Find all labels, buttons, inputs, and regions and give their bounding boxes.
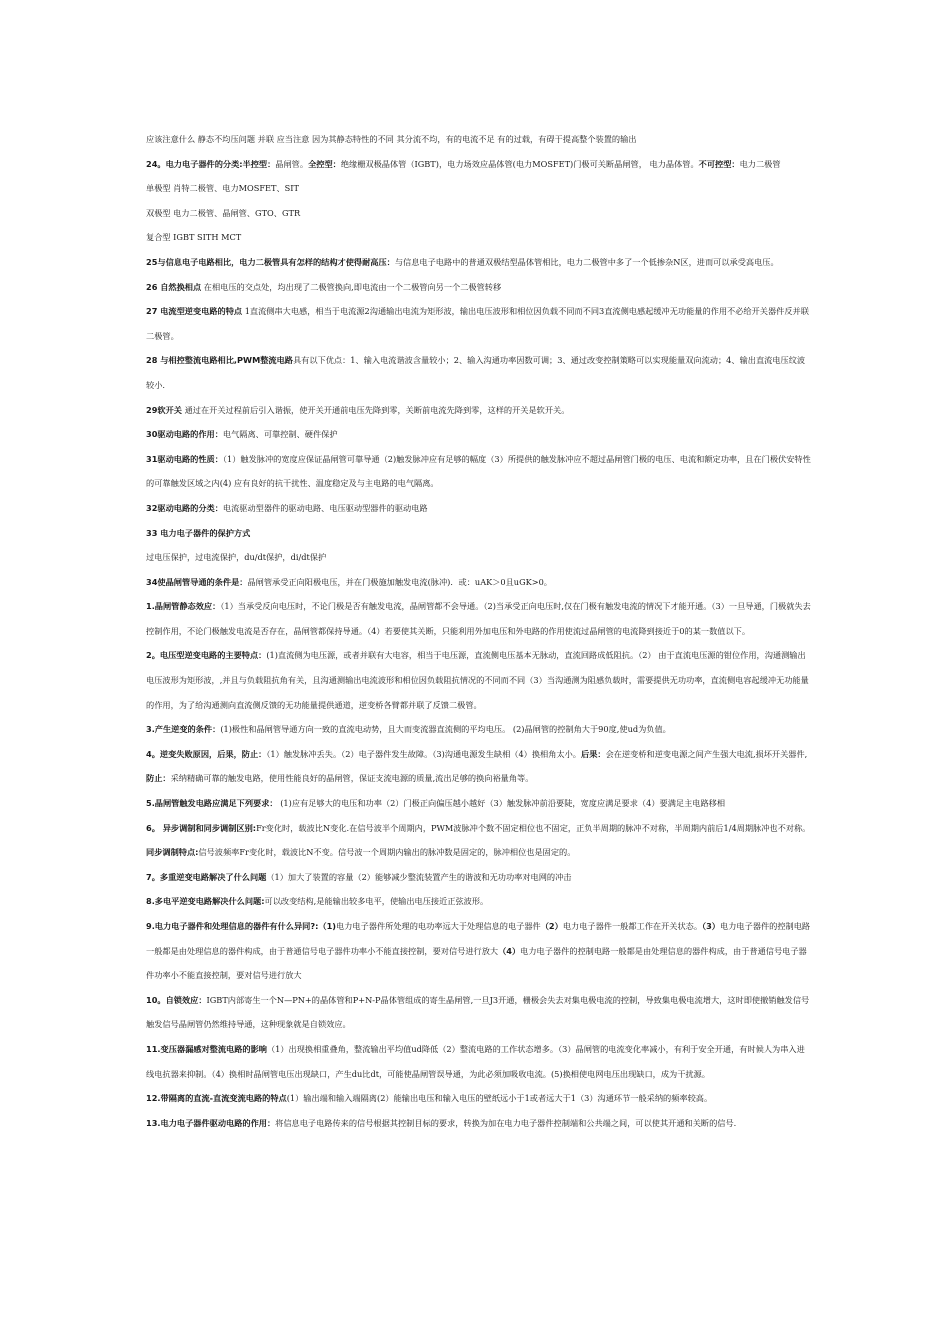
paragraph-p32	[146, 496, 812, 521]
paragraph-text: 电力二极管	[739, 158, 781, 169]
paragraph-text: 应该注意什么 静态不均压问题 并联 应当注意 因为其静态特性的不同 其分流不均，有的电流不足 有的过载，有碍于提高整个装置的输出	[146, 134, 637, 144]
paragraph-p24a	[146, 176, 812, 201]
paragraph-p24c	[146, 225, 812, 250]
paragraph-text: （1）出现换相重叠角，整流输出平均值ud降低（2）整流电路的工作状态增多。（3）晶闸管的电流变化率减小，有利于安全开通，有时候人为串入进线电抗器来抑制。（4）换相时晶闸管电压出现缺口，产生du比dt，可能使晶闸管误导通，为此必须加吸收电流。(5)换相使电网电压出现缺口，成为干扰源。	[146, 1043, 805, 1079]
paragraph-p24	[146, 152, 812, 177]
paragraph-heading: 全控型：	[308, 158, 341, 169]
paragraph-heading: 同步调制特点:	[146, 847, 199, 858]
paragraph-heading: 3.产生逆变的条件：	[146, 724, 221, 735]
paragraph-p25	[146, 250, 812, 275]
paragraph-heading: 7。多重逆变电路解决了什么问题	[146, 871, 267, 882]
paragraph-heading: 1.晶闸管静态效应：	[146, 601, 221, 612]
paragraph-text: 可以改变结构,是能输出较多电平，使输出电压接近正弦波形。	[264, 896, 489, 907]
document-page	[146, 127, 812, 1135]
paragraph-heading: 24。电力电子器件的分类:半控型：	[146, 158, 276, 169]
paragraph-heading: 5.晶闸管触发电路应满足下列要求：	[146, 798, 278, 809]
paragraph-text: （1）触发脉冲的宽度应保证晶闸管可靠导通（2)触发脉冲应有足够的幅度（3）所提供的触发脉冲应不超过晶闸管门极的电压、电流和额定功率，且在门极伏安特性的可靠触发区域之内(4) 应有良好的抗干扰性、温度稳定及与主电路的电气隔离。	[146, 453, 811, 489]
paragraph-heading: 6。 异步调制和同步调制区别:	[146, 822, 257, 833]
paragraph-text: （1）触发脉冲丢失。（2）电子器件发生故障。（3)沟通电源发生缺相（4）换相角太小。	[266, 748, 581, 759]
paragraph-text: (1)应有足够大的电压和功率（2）门极正向偏压越小越好（3）触发脉冲前沿要陡，宽度应满足要求（4）要满足主电路移相	[277, 798, 726, 809]
paragraph-heading: 27 电流型逆变电路的特点	[146, 306, 243, 317]
paragraph-heading: 13.电力电子器件驱动电路的作用：	[146, 1117, 276, 1128]
paragraph-q8	[146, 889, 812, 914]
paragraph-text: 电力电子器件的控制电路一般都是由处理信息的器件构成，由于普通信号电子器件功率小不能直接控制，要对信号进行放大	[146, 945, 807, 981]
paragraph-text: 绝缘栅双极晶体管（IGBT)，电力场效应晶体管(电力MOSFET)门极可关断晶闸管， 电力晶体管。	[340, 158, 699, 169]
paragraph-heading: 34使晶闸管导通的条件是：	[146, 576, 248, 587]
paragraph-heading: 31驱动电路的性质：	[146, 453, 223, 464]
paragraph-q2	[146, 643, 812, 717]
paragraph-text: 电力电子器件的控制电路一般都是由处理信息的器件构成，由于普通信号电子器件功率小不能直接控制，要对信号进行放大	[146, 921, 811, 956]
paragraph-q1	[146, 594, 812, 643]
paragraph-text: Fr变化时，载波比N变化.在信号波半个周期内，PWM波脉冲个数不固定相位也不固定，正负半周期的脉冲不对称，半周期内前后1/4周期脉冲也不对称。	[256, 822, 811, 833]
paragraph-heading: 防止：	[146, 773, 171, 784]
paragraph-text: （1）当承受反向电压时，不论门极是否有触发电流，晶闸管都不会导通。（2)当承受正向电压时,仅在门极有触发电流的情况下才能开通。（3）一旦导通，门极就失去控制作用，不论门极触发电流是否存在，晶闸管都保持导通。（4）若要使其关断，只能利用外加电压和外电路的作用使流过晶闸管的电流降到接近于0的某一数值以下。	[146, 601, 811, 636]
paragraph-text: （1）加大了装置的容量（2）能够减少整流装置产生的谐波和无功功率对电网的冲击	[266, 871, 572, 882]
paragraph-heading: 30驱动电路的作用：	[146, 429, 223, 440]
paragraph-p24b	[146, 201, 812, 226]
paragraph-heading: （2）	[540, 921, 563, 931]
paragraph-text: (1)极性和晶闸管导通方向一致的直流电动势，且大而变流器直流侧的平均电压。 (2)晶闸管的控制角大于90度,使ud为负值。	[220, 724, 671, 735]
paragraph-heading: 10。自锁效应：	[146, 994, 207, 1005]
paragraph-p31	[146, 447, 812, 496]
paragraph-text: 通过在开关过程前后引入谐振，使开关开通前电压先降到零，关断前电流先降到零，这样的开关是软开关。	[181, 404, 570, 415]
paragraph-q13	[146, 1111, 812, 1136]
paragraph-q12	[146, 1086, 812, 1111]
paragraph-q11	[146, 1037, 812, 1086]
paragraph-text: 在相电压的交点处，均出现了二极管换向,即电流由一个二极管向另一个二极管转移	[201, 281, 502, 292]
paragraph-p26	[146, 275, 812, 300]
paragraph-p29	[146, 398, 812, 423]
paragraph-heading: （3）	[702, 921, 720, 931]
paragraph-text: 具有以下优点：1、输入电流谐波含量较小；2、输入沟通功率因数可调；3、通过改变控制策略可以实现能量双向流动；4、输出直流电压纹波较小.	[146, 355, 806, 390]
paragraph-p33	[146, 521, 812, 546]
paragraph-text: (1)直流侧为电压源，或者并联有大电容，相当于电压源，直流侧电压基本无脉动，直流回路成低阻抗。（2） 由于直流电压源的钳位作用，沟通测输出电压波形为矩形波，,并且与负载阻抗角有关，且沟通测输出电流波形和相位因负载阻抗情况的不同而不同（3）当沟通测为阻感负载时，需要提供无功功率，直流侧电容起缓冲无功能量的作用，为了给沟通测向直流侧反馈的无功能量提供通道，逆变桥各臂都并联了反馈二极管。	[146, 650, 809, 710]
paragraph-q5	[146, 791, 812, 816]
paragraph-text: 单极型 肖特二极管、电力MOSFET、SIT	[146, 183, 299, 194]
paragraph-text: 过电压保护，过电流保护，du/dt保护，di/dt保护	[146, 552, 327, 563]
paragraph-text: 采纳精确可靠的触发电路，使用性能良好的晶闸管，保证支流电源的质量,流出足够的换向裕量角等。	[170, 773, 534, 784]
paragraph-text: 与信息电子电路中的普通双极结型晶体管相比，电力二极管中多了一个低掺杂N区，进而可以承受高电压。	[394, 256, 779, 267]
paragraph-heading: 33 电力电子器件的保护方式	[146, 527, 251, 538]
paragraph-p30	[146, 422, 812, 447]
paragraph-text: 电流驱动型器件的驱动电路、电压驱动型器件的驱动电路	[222, 502, 428, 513]
paragraph-p27	[146, 299, 812, 348]
paragraph-heading: 28 与相控整流电路相比,PWM整流电路	[146, 355, 293, 366]
paragraph-text: 电力电子器件一般都工作在开关状态。	[562, 921, 703, 931]
paragraph-heading: 32驱动电路的分类：	[146, 502, 223, 513]
paragraph-text: (1）输出端和输入端隔离(2）能输出电压和输入电压的壁纸远小于1或者远大于1（3）沟通环节一般采纳的频率较高。	[286, 1093, 713, 1104]
paragraph-text: 晶闸管。	[275, 158, 309, 169]
paragraph-text: 电力电子器件所处理的电功率远大于处理信息的电子器件	[336, 921, 541, 931]
paragraph-text: IGBT内部寄生一个N—PN+的晶体管和P+N-P晶体管组成的寄生晶闸管,一旦J3开通，栅极会失去对集电极电流的控制，导致集电极电流增大，这时即使撤销触发信号触发信号晶闸管仍然维持导通，这种现象就是自锁效应。	[146, 994, 810, 1030]
paragraph-heading: 8.多电平逆变电路解决什么问题:	[146, 896, 265, 907]
paragraph-p34	[146, 570, 812, 595]
paragraph-heading: 11.变压器漏感对整流电路的影响	[146, 1043, 267, 1054]
paragraph-heading: （4）	[498, 945, 521, 956]
paragraph-q3	[146, 717, 812, 742]
paragraph-heading: 后果：	[581, 748, 606, 759]
paragraph-heading: 26 自然换相点	[146, 281, 202, 292]
paragraph-p0	[146, 127, 812, 152]
paragraph-text: 信号波频率Fr变化时，载波比N不变。信号波一个周期内输出的脉冲数是固定的，脉冲相位也是固定的。	[198, 847, 576, 858]
paragraph-text: 电气隔离、可靠控制、硬件保护	[222, 429, 338, 440]
paragraph-text: 双极型 电力二极管、晶闸管、GTO、GTR	[146, 207, 301, 218]
paragraph-text: 会在逆变桥和逆变电源之间产生强大电流,损坏开关器件,	[605, 748, 808, 759]
paragraph-heading: 4。逆变失败原因，后果，防止：	[146, 748, 267, 759]
paragraph-heading: 不可控型：	[698, 158, 740, 169]
paragraph-q10	[146, 988, 812, 1037]
paragraph-q7	[146, 865, 812, 890]
paragraph-text: 复合型 IGBT SITH MCT	[146, 232, 242, 243]
paragraph-text: 将信息电子电路传来的信号根据其控制目标的要求，转换为加在电力电子器件控制端和公共端之间，可以使其开通和关断的信号.	[275, 1117, 737, 1128]
paragraph-p28	[146, 348, 812, 397]
paragraph-q9	[146, 914, 812, 988]
paragraph-heading: 9.电力电子器件和处理信息的器件有什么异同?:（1)	[146, 921, 337, 931]
paragraph-heading: 12.带隔离的直流-直流变流电路的特点	[146, 1093, 287, 1104]
paragraph-q6	[146, 816, 812, 865]
paragraph-text: 1直流侧串大电感，相当于电流源2沟通输出电流为矩形波，输出电压波形和相位因负载不同而不同3直流侧电感起缓冲无功能量的作用不必给开关器件反并联二极管。	[146, 306, 809, 341]
paragraph-p33a	[146, 545, 812, 570]
paragraph-text: 晶闸管承受正向阳极电压，并在门极施加触发电流(脉冲)．或：uAK＞0且uGK>0。	[247, 576, 552, 587]
paragraph-heading: 25与信息电子电路相比，电力二极管具有怎样的结构才使得耐高压：	[146, 256, 395, 267]
paragraph-q4	[146, 742, 812, 791]
paragraph-heading: 29软开关	[146, 404, 182, 415]
paragraph-heading: 2。电压型逆变电路的主要特点：	[146, 650, 267, 661]
